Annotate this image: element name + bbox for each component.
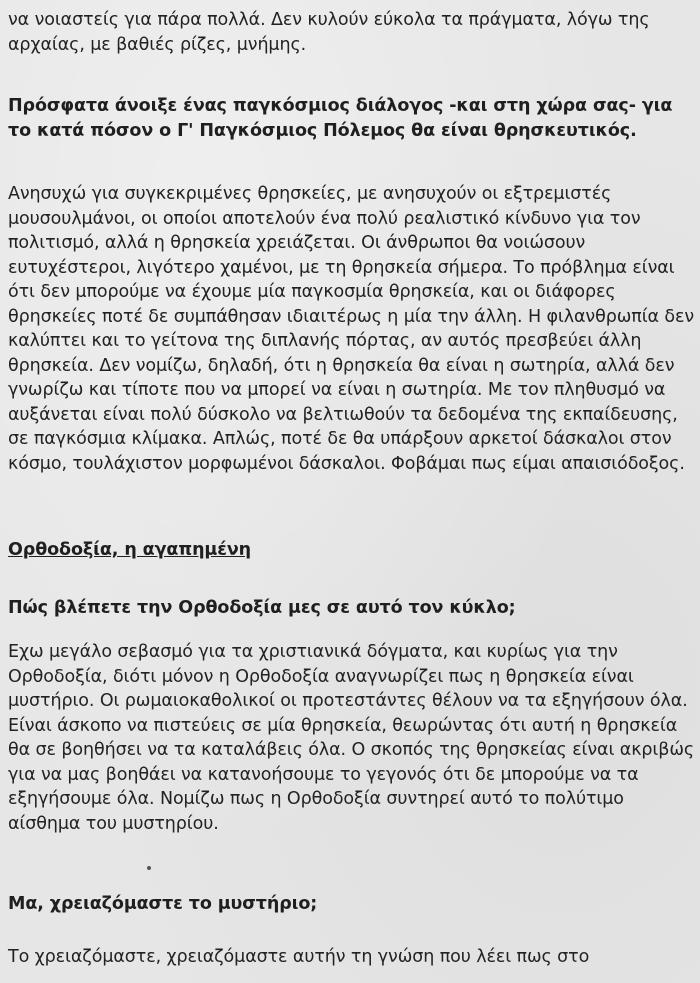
speck-mark xyxy=(147,866,151,870)
question-3: Μα, χρειαζόμαστε το μυστήριο; xyxy=(8,894,318,914)
question-2: Πώς βλέπετε την Ορθοδοξία μες σε αυτό τον κύκλο; xyxy=(8,598,516,618)
intro-paragraph: να νοιαστείς για πάρα πολλά. Δεν κυλούν εύκολα τα πράγματα, λόγω της αρχαίας, με βαθιές ρίζες, μνήμης. xyxy=(8,10,650,55)
section-heading: Ορθοδοξία, η αγαπημένη xyxy=(8,540,252,560)
answer-2: Εχω μεγάλο σεβασμό για τα χριστιανικά δόγματα, και κυρίως για την Ορθοδοξία, διότι μόνον η Ορθοδοξία αναγνωρίζει πως η θρησκεία είναι μυστήριο. Οι ρωμαιοκαθολικοί οι προτεστάντες θέλουν να τα εξηγήσουν όλα. Είναι άσκοπο να πιστεύεις σε μία θρησκεία, θεωρώντας ότι αυτή η θρησκεία θα σε βοηθήσει να τα καταλάβεις όλα. Ο σκοπός της θρησκείας είναι ακριβώς για να μας βοηθάει να κατανοήσουμε το γεγονός ότι δε μπορούμε να τα εξηγήσουμε όλα. Νομίζω πως η Ορθοδοξία συντηρεί αυτό το πολύτιμο αίσθημα του μυστηρίου. xyxy=(8,642,695,834)
question-1: Πρόσφατα άνοιξε ένας παγκόσμιος διάλογος -και στη χώρα σας- για το κατά πόσον ο Γ' Παγκόσμιος Πόλεμος θα είναι θρησκευτικός. xyxy=(8,96,673,141)
answer-1: Ανησυχώ για συγκεκριμένες θρησκείες, με ανησυχούν οι εξτρεμιστές μουσουλμάνοι, οι οποίοι αποτελούν ένα πολύ ρεαλιστικό κίνδυνο για τον πολιτισμό, αλλά η θρησκεία χρειάζεται. Οι άνθρωποι θα νοιώσουν ευτυχέστεροι, λιγότερο χαμένοι, με τη θρησκεία σήμερα. Το πρόβλημα είναι ότι δεν μπορούμε να έχουμε μία παγκοσμία θρησκεία, και οι διάφορες θρησκείες ποτέ δε συμπάθησαν ιδιαιτέρως η μία την άλλη. Η φιλανθρωπία δεν καλύπτει και το γείτονα της διπλανής πόρτας, αν αυτός πρεσβεύει άλλη θρησκεία. Δεν νομίζω, δηλαδή, ότι η θρησκεία θα είναι η σωτηρία, αλλά δεν γνωρίζω και τίποτε που να μπορεί να είναι η σωτηρία. Με τον πληθυσμό να αυξάνεται είναι πολύ δύσκολο να βελτιωθούν τα δεδομένα της εκπαίδευσης, σε παγκόσμια κλίμακα. Απλώς, ποτέ δε θα υπάρξουν αρκετοί δάσκαλοι στον κόσμο, τουλάχιστον μορφωμένοι δάσκαλοι. Φοβάμαι πως είμαι απαισιόδοξος. xyxy=(8,184,695,474)
answer-3: Το χρειαζόμαστε, χρειαζόμαστε αυτήν τη γνώση που λέει πως στο xyxy=(8,947,590,967)
